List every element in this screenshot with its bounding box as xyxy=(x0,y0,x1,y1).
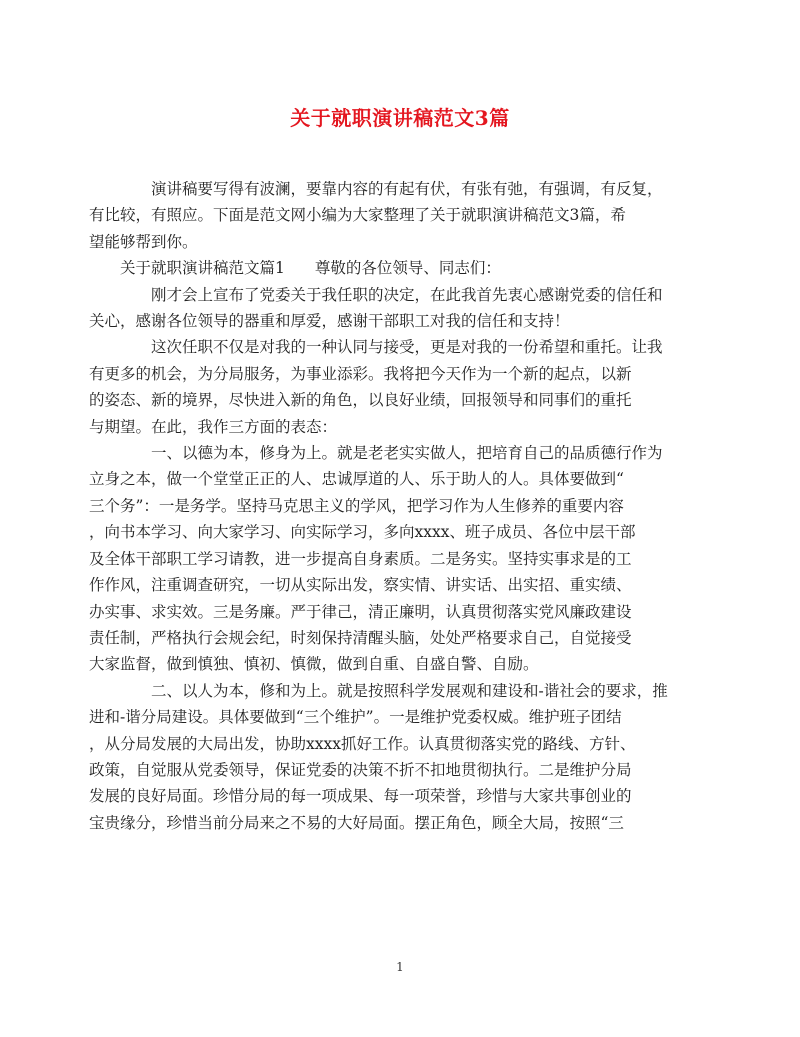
document-title: 关于就职演讲稿范文3篇 xyxy=(290,106,510,130)
salutation: 尊敬的各位领导、同志们： xyxy=(314,259,501,278)
text-line: 的姿态、新的境界，尽快进入新的角色，以良好业绩，回报领导和同事们的重托 xyxy=(89,391,632,410)
text-line: 演讲稿要写得有波澜，要靠内容的有起有伏，有张有弛，有强调，有反复， xyxy=(151,180,663,198)
text-line: 刚才会上宣布了党委关于我任职的决定，在此我首先衷心感谢党委的信任和 xyxy=(151,285,663,304)
text-line: 立身之本，做一个堂堂正正的人、忠诚厚道的人、乐于助人的人。具体要做到“ xyxy=(89,470,624,489)
text-line: 关心，感谢各位领导的器重和厚爱，感谢干部职工对我的信任和支持！ xyxy=(89,312,570,331)
section-heading-row xyxy=(120,255,680,281)
text-line: ，向书本学习、向大家学习、向实际学习，多向xxxx、班子成员、各位中层干部 xyxy=(89,523,636,542)
text-line: 有比较，有照应。下面是范文网小编为大家整理了关于就职演讲稿范文3篇，希 xyxy=(89,206,626,225)
text-line: 二、以人为本，修和为上。就是按照科学发展观和建设和-谐社会的要求，推 xyxy=(151,681,668,700)
text-line: 进和-谐分局建设。具体要做到“三个维护”。一是维护党委权威。维护班子团结 xyxy=(89,708,622,727)
document-body xyxy=(89,176,680,836)
section-heading: 关于就职演讲稿范文篇1 xyxy=(120,259,285,278)
paragraph-appointment xyxy=(89,334,680,440)
text-line: 办实事、求实效。三是务廉。严于律己，清正廉明，认真贯彻落实党风廉政建设 xyxy=(89,602,632,621)
page-number: 1 xyxy=(396,960,404,974)
text-line: 大家监督，做到慎独、慎初、慎微，做到自重、自盛自警、自励。 xyxy=(89,655,539,674)
text-line: 这次任职不仅是对我的一种认同与接受，更是对我的一份希望和重托。让我 xyxy=(151,338,663,357)
paragraph-point-two xyxy=(89,678,680,836)
text-line: 一、以德为本，修身为上。就是老老实实做人，把培育自己的品质德行作为 xyxy=(151,444,663,463)
text-line: 责任制，严格执行会规会纪，时刻保持清醒头脑，处处严格要求自己，自觉接受 xyxy=(89,628,632,647)
text-line: 作作风，注重调查研究，一切从实际出发，察实情、讲实话、出实招、重实绩、 xyxy=(89,576,632,595)
text-line: 发展的良好局面。珍惜分局的每一项成果、每一项荣誉，珍惜与大家共事创业的 xyxy=(89,787,632,806)
text-line: 政策，自觉服从党委领导，保证党委的决策不折不扣地贯彻执行。二是维护分局 xyxy=(89,760,632,779)
text-line: 有更多的机会，为分局服务，为事业添彩。我将把今天作为一个新的起点，以新 xyxy=(89,364,632,383)
paragraph-intro xyxy=(89,176,680,255)
paragraph-point-one xyxy=(89,440,680,678)
text-line: 与期望。在此，我作三方面的表态： xyxy=(89,417,338,436)
text-line: 及全体干部职工学习请教，进一步提高自身素质。二是务实。坚持实事求是的工 xyxy=(89,549,632,568)
text-line: ，从分局发展的大局出发，协助xxxx抓好工作。认真贯彻落实党的路线、方针、 xyxy=(89,734,636,753)
paragraph-thanks xyxy=(89,282,680,335)
text-line: 宝贵缘分，珍惜当前分局来之不易的大好局面。摆正角色，顾全大局，按照“三 xyxy=(89,813,624,832)
text-line: 望能够帮到你。 xyxy=(89,232,198,251)
text-line: 三个务”：一是务学。坚持马克思主义的学风，把学习作为人生修养的重要内容 xyxy=(89,496,624,515)
